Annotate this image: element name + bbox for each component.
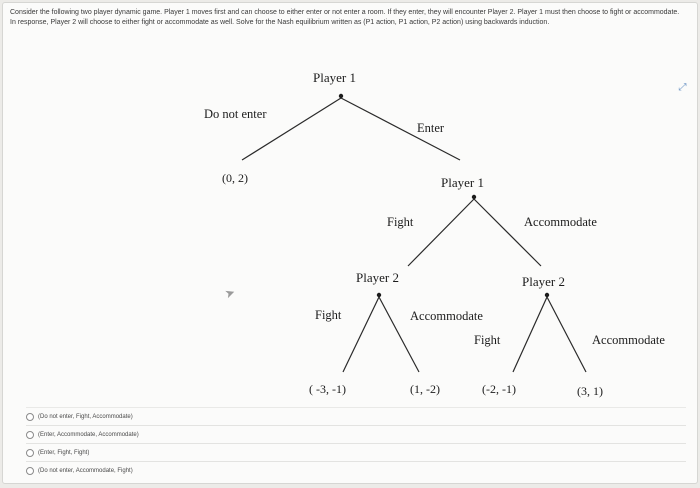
payoff-fight-fight: ( -3, -1) — [309, 382, 346, 396]
edge-left-fight — [343, 297, 379, 372]
move-left-accommodate-label: Accommodate — [410, 309, 483, 323]
mouse-cursor-icon: ➤ — [222, 284, 238, 302]
question-prompt: Consider the following two player dynamic game. Player 1 moves first and can choose to either enter or not enter a room. If they enter, they will encounter Player 2. Player 1 must then choose to fight or accommodate. In response, Player 2 will choose to either fight or accommodate as well. Solve for the Nash equilibrium written as (P1 action, P1 action, P2 action) using backwards induction. — [10, 9, 680, 26]
edge-p1-fight — [408, 199, 474, 266]
p2-right-node-label: Player 2 — [522, 274, 565, 289]
edge-right-fight — [513, 297, 547, 372]
answer-option[interactable] — [26, 407, 686, 425]
edge-right-accommodate — [547, 297, 586, 372]
payoff-do-not-enter: (0, 2) — [222, 171, 248, 185]
answer-option[interactable] — [26, 443, 686, 461]
move-do-not-enter-label: Do not enter — [204, 107, 267, 121]
p2-left-node-label: Player 2 — [356, 270, 399, 285]
move-left-fight-label: Fight — [315, 308, 342, 322]
radio-button[interactable] — [26, 467, 34, 475]
node-p2-left — [377, 293, 381, 297]
payoff-accommodate-accommodate: (3, 1) — [577, 384, 603, 398]
radio-button[interactable] — [26, 413, 34, 421]
payoff-accommodate-fight: (-2, -1) — [482, 382, 516, 396]
move-right-accommodate-label: Accommodate — [592, 333, 665, 347]
answer-option[interactable] — [26, 425, 686, 443]
move-p1-fight-label: Fight — [387, 215, 414, 229]
answer-option[interactable] — [26, 461, 686, 479]
answer-option-label: (Do not enter, Accommodate, Fight) — [38, 467, 133, 474]
node-p1-second — [472, 195, 476, 199]
node-p2-right — [545, 293, 549, 297]
p1-second-node-label: Player 1 — [441, 175, 484, 190]
answer-option-label: (Enter, Accommodate, Accommodate) — [38, 431, 139, 438]
radio-button[interactable] — [26, 449, 34, 457]
payoff-fight-accommodate: (1, -2) — [410, 382, 440, 396]
edge-p1-accommodate — [474, 199, 541, 266]
move-enter-label: Enter — [417, 121, 445, 135]
answer-option-label: (Do not enter, Fight, Accommodate) — [38, 413, 133, 420]
answer-option-label: (Enter, Fight, Fight) — [38, 449, 90, 456]
answer-options — [26, 407, 686, 479]
expand-icon[interactable]: ⤢ — [678, 82, 687, 93]
move-p1-accommodate-label: Accommodate — [524, 215, 597, 229]
radio-button[interactable] — [26, 431, 34, 439]
move-right-fight-label: Fight — [474, 333, 501, 347]
node-root — [339, 94, 343, 98]
root-player-label: Player 1 — [313, 70, 356, 85]
